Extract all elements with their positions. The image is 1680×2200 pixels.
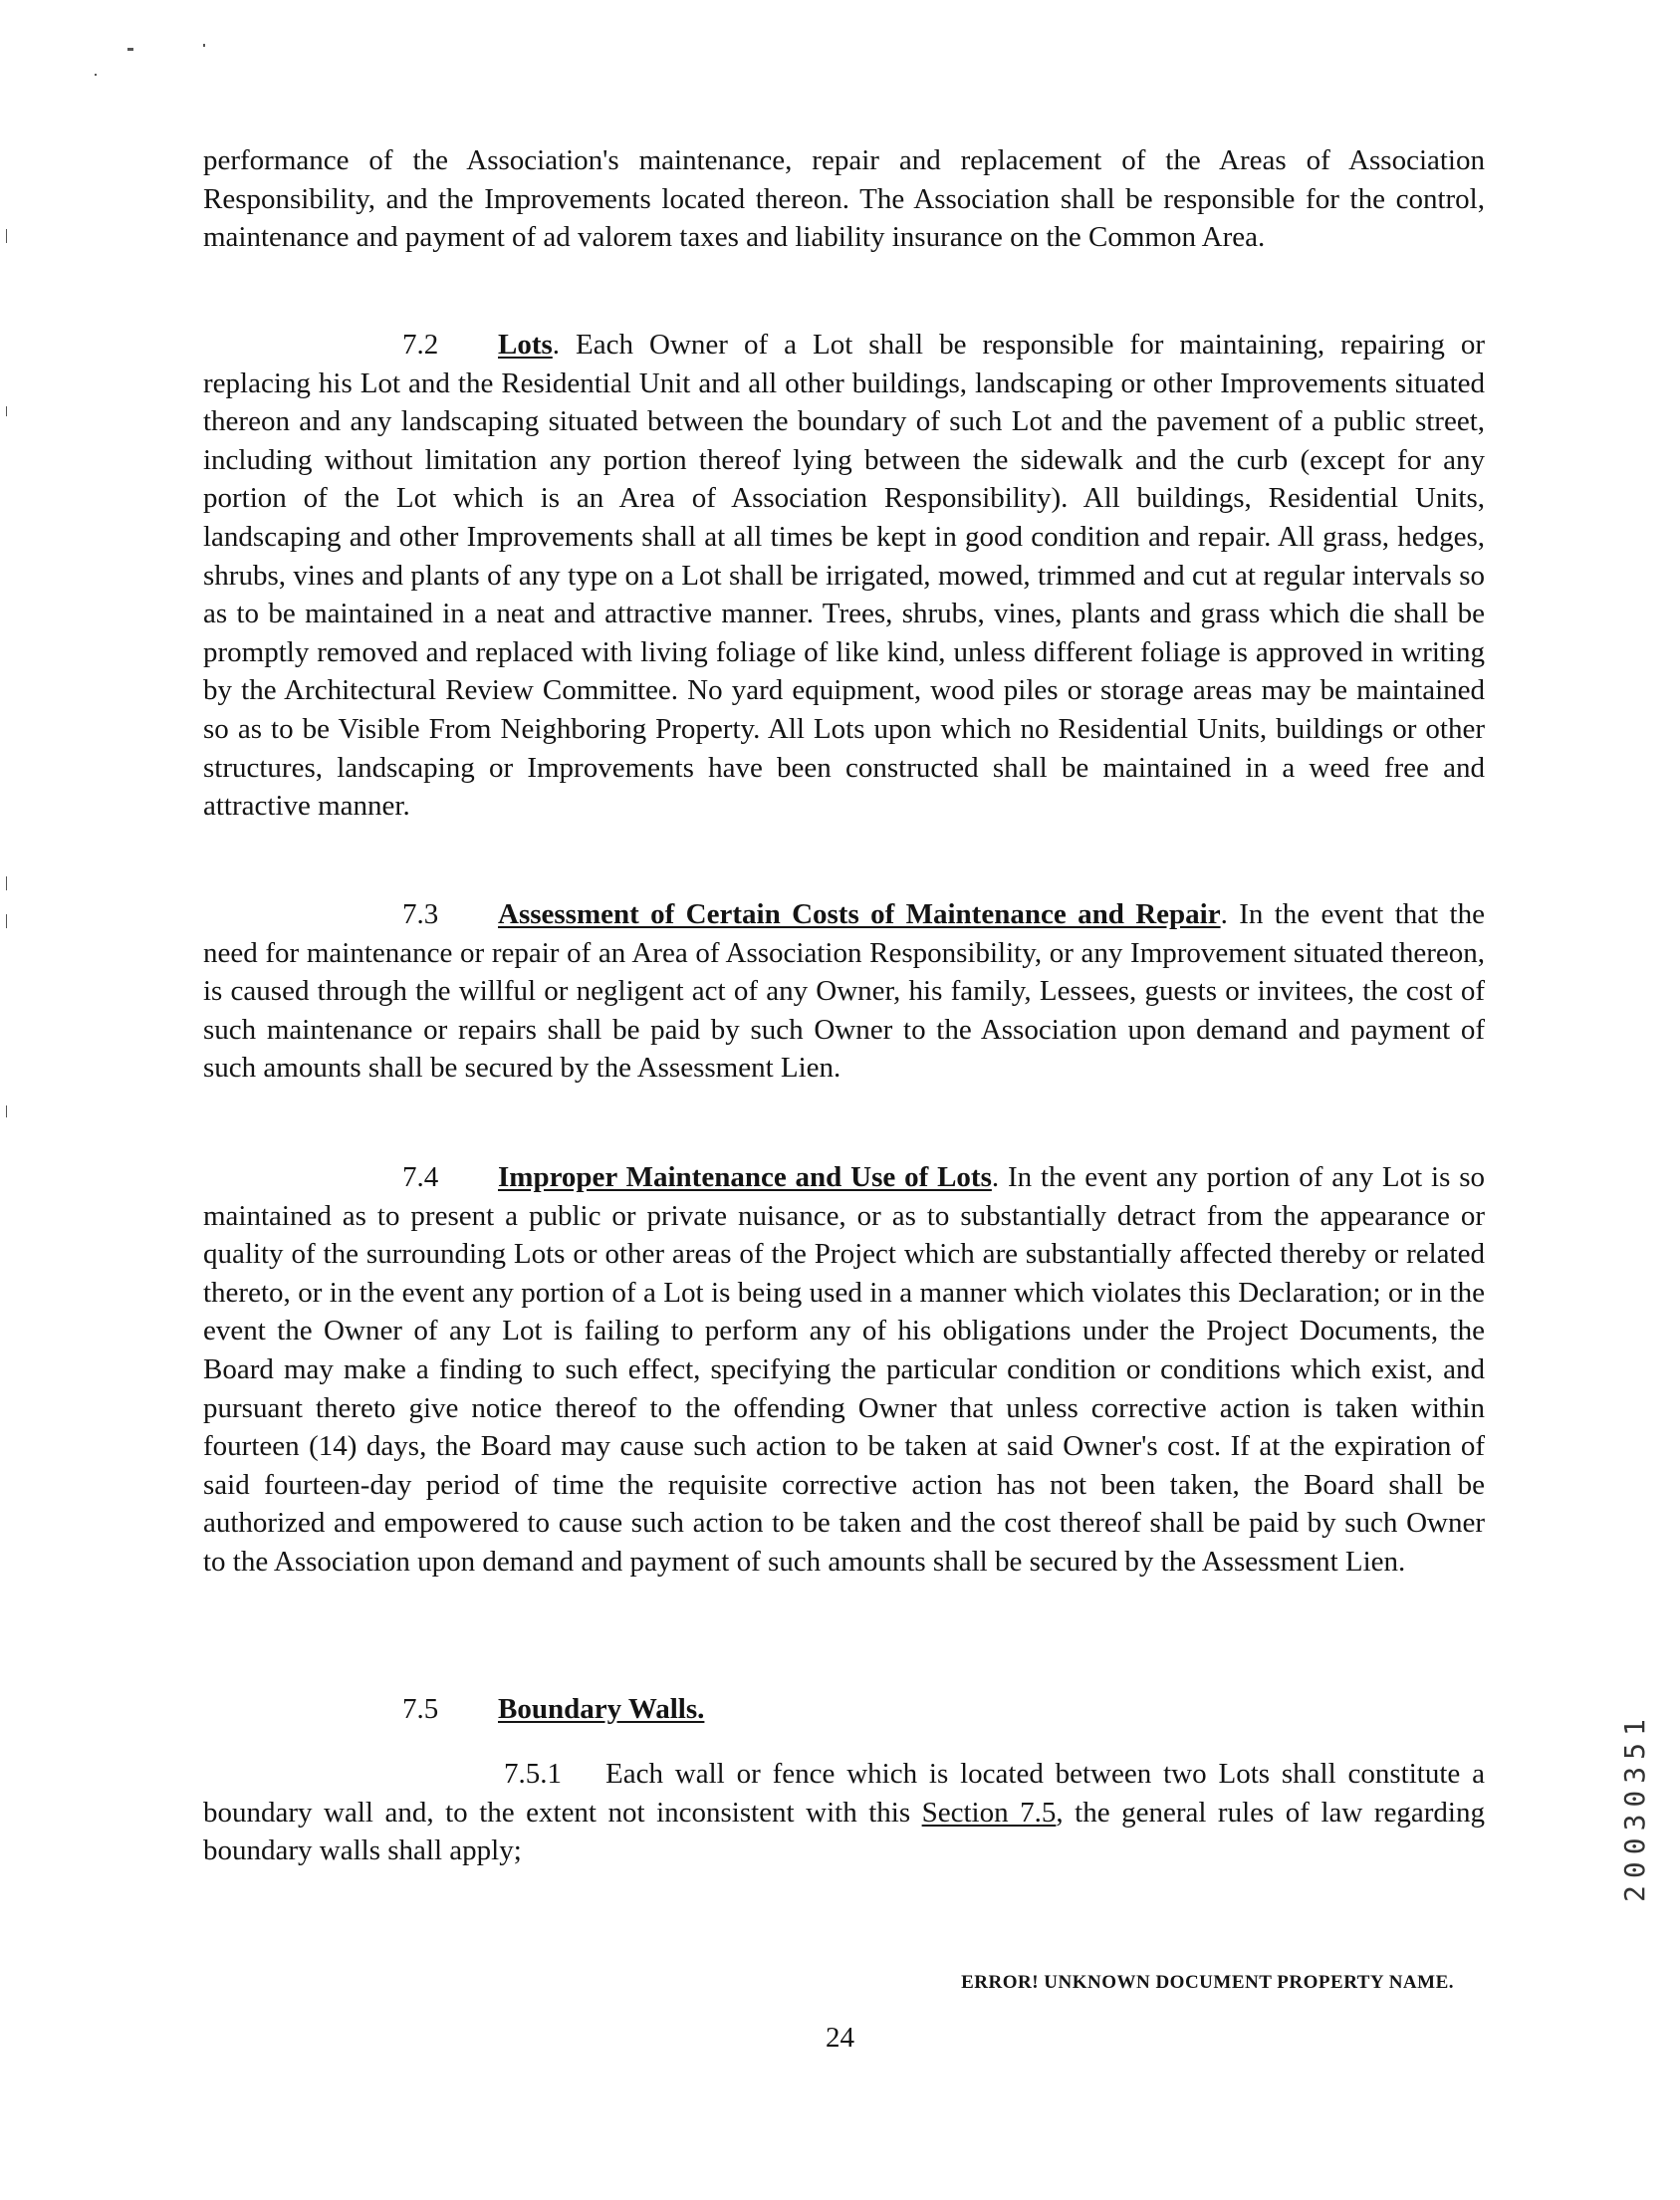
section-number: 7.3 [402, 898, 439, 930]
section-number: 7.2 [402, 329, 439, 361]
scan-margin-mark [6, 914, 7, 928]
section-heading: Assessment of Certain Costs of Maintenance and Repair [498, 898, 1221, 930]
section-number: 7.5 [402, 1693, 439, 1725]
section-number: 7.4 [402, 1161, 439, 1193]
section-heading: Improper Maintenance and Use of Lots [498, 1161, 992, 1193]
scan-speck [127, 48, 133, 51]
section-7-5-1 [203, 1755, 1485, 1870]
subsection-number: 7.5.1 [504, 1758, 562, 1790]
footer-error-note: ERROR! UNKNOWN DOCUMENT PROPERTY NAME. [961, 1972, 1454, 1993]
section-heading: Boundary Walls. [498, 1693, 705, 1725]
section-text: . Each Owner of a Lot shall be responsible for maintaining, repairing or replacing his Lot and the Residential Unit and all other buildings, landscaping or other Improvements situated thereon and any landscaping situated between the boundary of such Lot and the pavement of a public street, including without limitation any portion thereof lying between the sidewalk and the curb (except for any portion of the Lot which is an Area of Association Responsibility). All buildings, Residential Units, landscaping and other Improvements shall at all times be kept in good condition and repair. All grass, hedges, shrubs, vines and plants of any type on a Lot shall be irrigated, mowed, trimmed and cut at regular intervals so as to be maintained in a neat and attractive manner. Trees, shrubs, vines, plants and grass which die shall be promptly removed and replaced with living foliage of like kind, unless different foliage is approved in writing by the Architectural Review Committee. No yard equipment, wood piles or storage areas may be maintained so as to be Visible From Neighboring Property. All Lots upon which no Residential Units, buildings or other structures, landscaping or Improvements have been constructed shall be maintained in a weed free and attractive manner. [203, 329, 1485, 823]
subsection-text-after: , the general rules of law regarding boundary walls shall apply; [203, 1796, 1485, 1867]
section-7-3-assessment [203, 895, 1485, 1088]
section-text: . In the event any portion of any Lot is so maintained as to present a public or private nuisance, or as to substantially detract from the appearance or quality of the surrounding Lots or other areas of the Project which are substantially affected thereby or related thereto, or in the event any portion of a Lot is being used in a manner which violates this Declaration; or in the event the Owner of any Lot is failing to perform any of his obligations under the Project Documents, the Board may make a finding to such effect, specifying the particular condition or conditions which exist, and pursuant thereto give notice thereof to the offending Owner that unless corrective action is taken within fourteen (14) days, the Board may cause such action to be taken at said Owner's cost. If at the expiration of said fourteen-day period of time the requisite corrective action has not been taken, the Board shall be authorized and empowered to cause such action to be taken and the cost thereof shall be paid by such Owner to the Association upon demand and payment of such amounts shall be secured by the Assessment Lien. [203, 1161, 1485, 1578]
scan-speck [203, 44, 205, 47]
section-heading: Lots [498, 329, 553, 361]
scan-margin-mark [6, 876, 7, 890]
paragraph-continuation: performance of the Association's maintenance, repair and replacement of the Areas of Association Responsibility, and the Improvements located thereon. The Association shall be responsible for the control, maintenance and payment of ad valorem taxes and liability insurance on the Common Area. [203, 144, 1485, 254]
scan-speck [95, 74, 97, 76]
scan-margin-mark [6, 229, 7, 243]
section-7-5-boundary-walls [203, 1690, 1485, 1729]
page-number: 24 [826, 2022, 854, 2054]
scan-margin-mark [6, 1105, 7, 1117]
subsection-text-before: Each wall or fence which is located between two Lots shall constitute a boundary wall and, to the extent not inconsistent with this [203, 1758, 1485, 1829]
section-reference: Section 7.5 [921, 1796, 1057, 1829]
section-7-2-lots [203, 326, 1485, 826]
section-text: . In the event that the need for maintenance or repair of an Area of Association Responsibility, or any Improvement situated thereon, is caused through the willful or negligent act of any Owner, his family, Lessees, guests or invitees, the cost of such maintenance or repairs shall be paid by such Owner to the Association upon demand and payment of such amounts shall be secured by the Assessment Lien. [203, 898, 1485, 1085]
recording-stamp: 20030351 [1618, 1712, 1651, 1902]
scan-margin-mark [6, 406, 7, 416]
section-7-4-improper-maintenance [203, 1158, 1485, 1582]
